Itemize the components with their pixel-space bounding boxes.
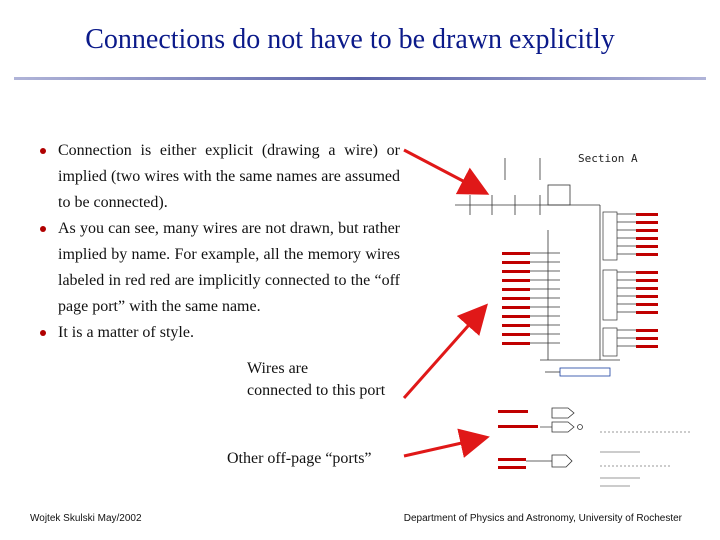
- net-label: [502, 288, 530, 291]
- net-labels-left: [502, 252, 530, 345]
- net-label: [636, 303, 658, 306]
- bullet-text: As you can see, many wires are not drawn, but rather implied by name. For example, all the memory wires labeled in red red are implicitly connected to the “off page port” with the same name.: [58, 220, 400, 315]
- net-label: [636, 295, 658, 298]
- wires-callout-line2: connected to this port: [247, 382, 386, 399]
- net-label: [502, 324, 530, 327]
- bullet-text: Connection is either explicit (drawing a wire) or implied (two wires with the same names are assumed to be connected).: [58, 142, 400, 211]
- section-label: Section A: [578, 152, 638, 165]
- net-label: [502, 270, 530, 273]
- bullet-text: It is a matter of style.: [58, 324, 194, 341]
- slide-title: Connections do not have to be drawn explicitly: [85, 24, 615, 55]
- net-label: [502, 315, 530, 318]
- net-wires-left: [530, 253, 560, 343]
- arrow-to-other-ports: [404, 438, 484, 456]
- net-label: [636, 279, 658, 282]
- schematic-bottom: [498, 408, 690, 486]
- arrow-to-explicit-wire: [404, 150, 484, 192]
- net-label: [636, 237, 658, 240]
- net-label: [502, 342, 530, 345]
- net-label: [636, 253, 658, 256]
- net-label: [502, 252, 530, 255]
- net-label: [502, 333, 530, 336]
- arrow-to-port: [404, 308, 484, 398]
- connector-pins: [603, 212, 617, 356]
- net-label: [502, 297, 530, 300]
- net-label: [636, 329, 658, 332]
- off-page-port: [545, 368, 610, 376]
- net-label: [636, 213, 658, 216]
- net-label: [636, 271, 658, 274]
- net-label: [636, 245, 658, 248]
- net-label: [636, 311, 658, 314]
- net-label: [636, 345, 658, 348]
- net-label: [636, 287, 658, 290]
- net-label: [636, 221, 658, 224]
- net-wires-right: [617, 214, 636, 346]
- net-label: [636, 229, 658, 232]
- footer-department: Department of Physics and Astronomy, University of Rochester: [403, 513, 682, 524]
- net-label: [502, 306, 530, 309]
- ports-callout: Other off-page “ports”: [227, 450, 372, 467]
- net-label: [636, 337, 658, 340]
- footer-author: Wojtek Skulski May/2002: [30, 513, 142, 524]
- net-labels-right: [636, 213, 658, 348]
- wires-callout-line1: Wires are: [247, 360, 309, 377]
- net-label: [502, 279, 530, 282]
- net-label: [502, 261, 530, 264]
